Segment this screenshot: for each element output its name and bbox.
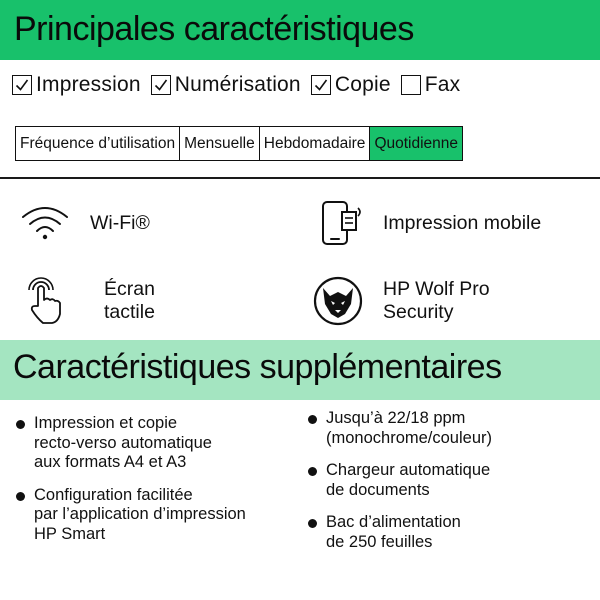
bullet-icon (308, 519, 317, 528)
bullet-icon (308, 415, 317, 424)
check-copie (311, 73, 391, 97)
feature-label: Wi-Fi® (90, 211, 150, 234)
header-band (0, 0, 600, 60)
feature-label: Impression mobile (383, 211, 542, 234)
touch-screen-icon (20, 276, 70, 326)
check-fax (401, 73, 461, 97)
usage-frequency-scale (15, 126, 463, 161)
section-title: Caractéristiques supplémentaires (13, 348, 502, 386)
bullet-icon (16, 492, 25, 501)
wifi-icon (20, 198, 70, 248)
feature-label: HP Wolf Pro Security (383, 278, 490, 323)
bullet-icon (308, 467, 317, 476)
checkbox-empty-icon (401, 75, 421, 95)
checkbox-checked-icon (151, 75, 171, 95)
feature-mobile-print (316, 198, 541, 248)
frequency-option-monthly: Mensuelle (180, 127, 260, 160)
list-item: Bac d’alimentation de 250 feuilles (308, 513, 598, 552)
feature-touch-screen (20, 276, 155, 326)
check-label: Fax (424, 73, 461, 96)
frequency-option-daily: Quotidienne (370, 127, 462, 160)
mobile-print-icon (316, 198, 366, 248)
bullet-icon (16, 420, 25, 429)
section-divider (0, 177, 600, 179)
list-item: Chargeur automatique de documents (308, 461, 598, 500)
page-title: Principales caractéristiques (14, 10, 414, 48)
check-label: Numérisation (174, 73, 301, 96)
check-impression (12, 73, 141, 97)
hp-wolf-icon (313, 276, 363, 326)
frequency-label: Fréquence d’utilisation (16, 127, 180, 160)
function-checklist (12, 71, 470, 99)
features-list-right (308, 409, 598, 565)
features-list-left (16, 414, 306, 557)
feature-wifi (20, 198, 150, 248)
list-item: Jusqu’à 22/18 ppm (monochrome/couleur) (308, 409, 598, 448)
list-item: Impression et copie recto-verso automatique aux formats A4 et A3 (16, 414, 306, 473)
feature-hp-wolf-security (313, 276, 490, 326)
frequency-option-weekly: Hebdomadaire (260, 127, 371, 160)
check-numerisation (151, 73, 301, 97)
section-band (0, 340, 600, 400)
feature-label: Écran tactile (104, 278, 155, 323)
checkbox-checked-icon (12, 75, 32, 95)
check-label: Impression (36, 73, 141, 96)
list-item: Configuration facilitée par l’application d’impression HP Smart (16, 486, 306, 545)
check-label: Copie (334, 73, 391, 96)
checkbox-checked-icon (311, 75, 331, 95)
